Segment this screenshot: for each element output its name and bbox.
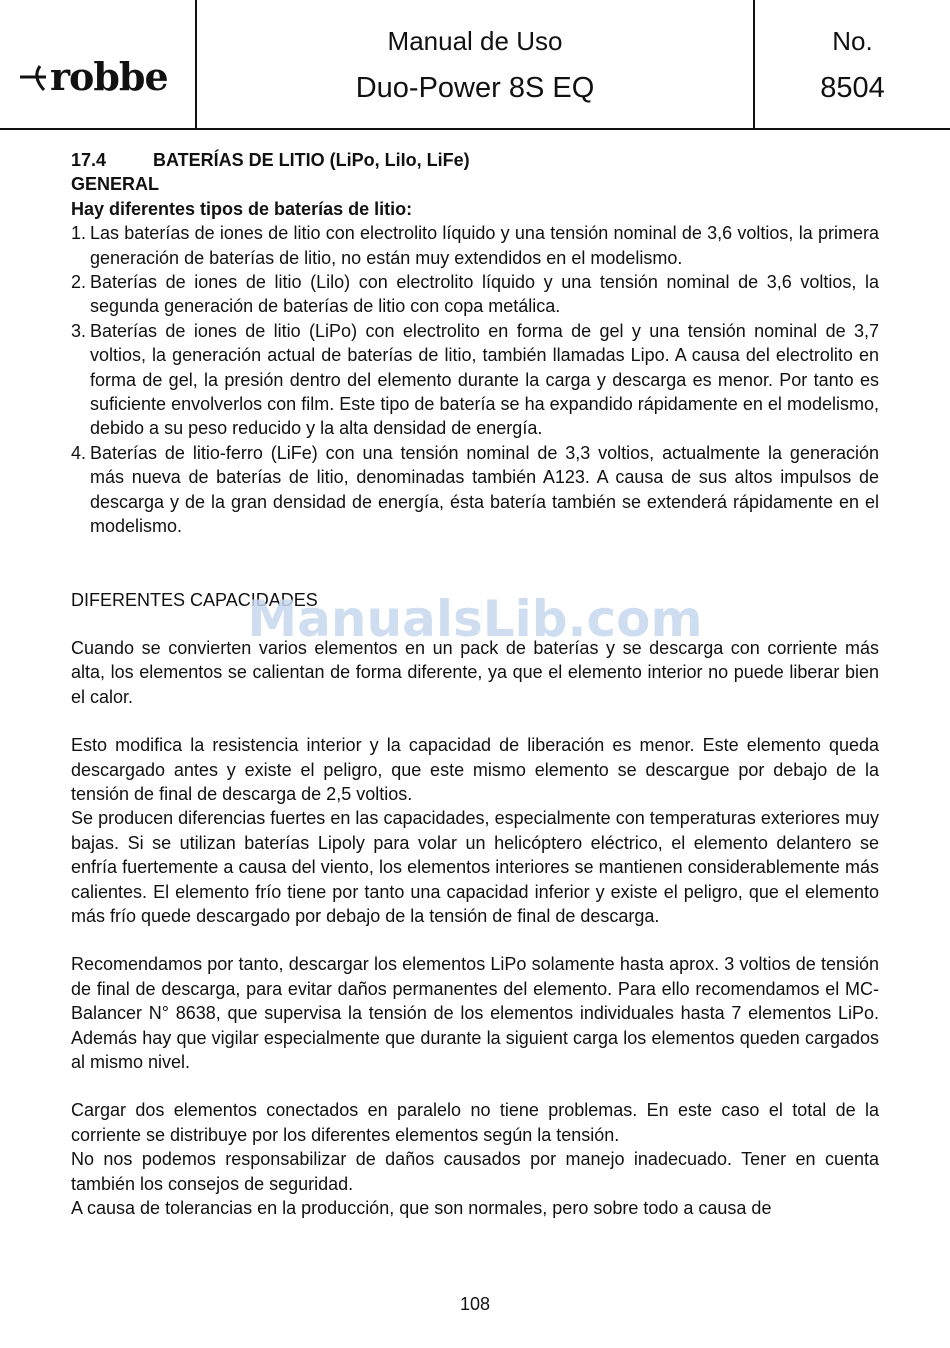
watermark: ManualsLib.com bbox=[247, 590, 703, 648]
battery-types-list bbox=[71, 221, 879, 538]
list-item bbox=[71, 270, 879, 319]
list-item-text: Baterías de litio-ferro (LiFe) con una tensión nominal de 3,3 voltios, actualmente la generación más nueva de baterías de litio, denominadas también A123. A causa de sus altos impulsos de descarga y de la gran densidad de energía, ésta batería también se extenderá rápidamente en el modelismo. bbox=[90, 442, 879, 537]
paragraph: No nos podemos responsabilizar de daños causados por manejo inadecuado. Tener en cuenta también los consejos de seguridad. bbox=[71, 1149, 879, 1194]
page-content bbox=[71, 148, 879, 1220]
logo-text: robbe bbox=[50, 54, 168, 99]
paragraph: Cuando se convierten varios elementos en un pack de baterías y se descarga con corriente más alta, los elementos se calientan de forma diferente, ya que el elemento interior no puede liberar bien el calor. bbox=[71, 637, 879, 707]
robbe-arrow-icon bbox=[18, 62, 48, 92]
number-label: No. bbox=[832, 26, 873, 56]
section-title: BATERÍAS DE LITIO (LiPo, LiIo, LiFe) bbox=[153, 150, 470, 170]
list-item bbox=[71, 441, 879, 539]
paragraph: Esto modifica la resistencia interior y la capacidad de liberación es menor. Este elemento queda descargado antes y existe el peligro, que este mismo elemento se descargue por debajo de la tensión de final de descarga de 2,5 voltios. bbox=[71, 735, 879, 804]
paragraph: Se producen diferencias fuertes en las capacidades, especialmente con temperaturas exteriores muy bajas. Si se utilizan baterías Lipoly para volar un helicóptero eléctrico, el elemento delantero se enfría fuertemente a causa del viento, los elementos interiores se mantienen considerablemente más calientes. El elemento frío tiene por tanto una capacidad inferior y existe el peligro, que el elemento más frío quede descargado por debajo de la tensión de final de descarga. bbox=[71, 808, 879, 926]
list-item-text: Las baterías de iones de litio con electrolito líquido y una tensión nominal de 3,6 voltios, la primera generación de baterías de litio, no están muy extendidos en el modelismo. bbox=[90, 223, 879, 268]
paragraph: A causa de tolerancias en la producción, que son normales, pero sobre todo a causa de bbox=[71, 1198, 772, 1219]
section-heading bbox=[71, 148, 879, 172]
list-item-number: 3. bbox=[71, 320, 87, 341]
product-name: Duo-Power 8S EQ bbox=[355, 72, 595, 104]
list-item-number: 1. bbox=[71, 223, 87, 244]
paragraph: Recomendamos por tanto, descargar los elementos LiPo solamente hasta aprox. 3 voltios de tensión de final de descarga, para evitar daños permanentes del elemento. Para ello recomendamos el MC-Balancer N° 8638, que supervisa la tensión de los elementos individuales hasta 7 elementos LiPo. Además hay que vigilar especialmente que durante la siguient carga los elementos queden cargados al mismo nivel. bbox=[71, 954, 879, 1072]
list-item bbox=[71, 319, 879, 441]
list-item bbox=[71, 221, 879, 270]
title-cell bbox=[197, 0, 755, 128]
product-number: 8504 bbox=[820, 72, 885, 104]
section-subtitle: GENERAL bbox=[71, 174, 160, 195]
paragraph: Cargar dos elementos conectados en paralelo no tiene problemas. En este caso el total de la corriente se distribuye por los diferentes elementos según la tensión. bbox=[71, 1100, 879, 1145]
list-item-number: 4. bbox=[71, 442, 87, 463]
logo-cell bbox=[0, 0, 197, 128]
section-intro: Hay diferentes tipos de baterías de litio: bbox=[71, 198, 413, 219]
page-number: 108 bbox=[459, 1294, 491, 1314]
page-header bbox=[0, 0, 950, 130]
number-cell bbox=[755, 0, 950, 128]
list-item-number: 2. bbox=[71, 272, 87, 293]
section-number: 17.4 bbox=[71, 150, 107, 170]
capacities-heading: DIFERENTES CAPACIDADES bbox=[71, 589, 318, 610]
manual-title: Manual de Uso bbox=[387, 26, 563, 56]
list-item-text: Baterías de iones de litio (LiPo) con electrolito en forma de gel y una tensión nominal de 3,7 voltios, la generación actual de baterías de litio, también llamadas Lipo. A causa del electrolito en forma de gel, la presión dentro del elemento durante la carga y descarga es menor. Por tanto es suficiente envolverlos con film. Este tipo de batería se ha expandido rápidamente en el modelismo, debido a su peso reducido y la alta densidad de energía. bbox=[90, 320, 879, 439]
robbe-logo bbox=[18, 54, 168, 99]
list-item-text: Baterías de iones de litio (Lilo) con electrolito líquido y una tensión nominal de 3,6 voltios, la segunda generación de baterías de litio con copa metálica. bbox=[90, 272, 879, 317]
